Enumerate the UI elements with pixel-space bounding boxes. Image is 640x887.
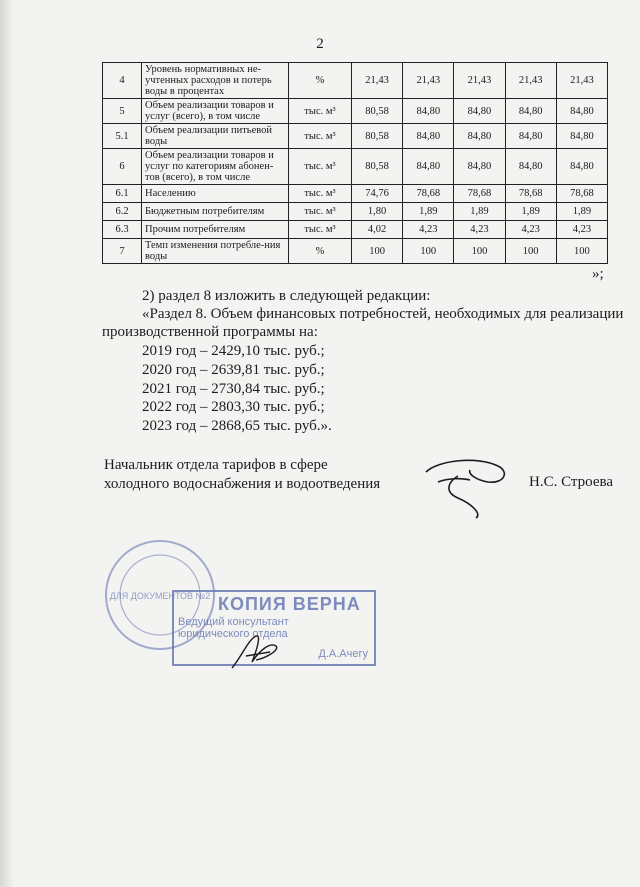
value-cell: 4,23 [505, 221, 556, 239]
value-cell: 100 [352, 239, 403, 264]
value-cell: 100 [454, 239, 505, 264]
value-cell: 84,80 [403, 124, 454, 149]
unit-cell: тыс. м³ [289, 221, 352, 239]
indicators-table [102, 62, 608, 264]
value-cell: 84,80 [556, 124, 607, 149]
value-cell: 100 [403, 239, 454, 264]
table-row [103, 124, 608, 149]
value-cell: 21,43 [454, 63, 505, 99]
year-line-2021: 2021 год – 2730,84 тыс. руб.; [142, 381, 325, 397]
closing-quote: »; [592, 266, 604, 282]
indicator-name: Темп изменения потребле-ния воды [142, 239, 289, 264]
row-number: 6.2 [103, 203, 142, 221]
value-cell: 74,76 [352, 185, 403, 203]
table-row [103, 203, 608, 221]
page-number: 2 [316, 36, 324, 52]
value-cell: 21,43 [556, 63, 607, 99]
value-cell: 84,80 [556, 149, 607, 185]
seal-text: ДЛЯ ДОКУМЕНТОВ №2 [109, 591, 211, 601]
unit-cell: % [289, 239, 352, 264]
row-number: 6 [103, 149, 142, 185]
signatory-position [104, 456, 380, 494]
unit-cell: тыс. м³ [289, 203, 352, 221]
value-cell: 1,89 [403, 203, 454, 221]
value-cell: 78,68 [403, 185, 454, 203]
value-cell: 4,23 [556, 221, 607, 239]
indicator-name: Объем реализации товаров и услуг (всего), в том числе [142, 99, 289, 124]
stamp-signature [226, 628, 286, 678]
position-line1: Начальник отдела тарифов в сфере [104, 457, 328, 473]
value-cell: 78,68 [505, 185, 556, 203]
value-cell: 4,02 [352, 221, 403, 239]
indicator-name: Населению [142, 185, 289, 203]
value-cell: 80,58 [352, 99, 403, 124]
table-row [103, 239, 608, 264]
stamp-name: Д.А.Ачегу [318, 648, 368, 660]
signatory-name: Н.С. Строева [529, 474, 614, 490]
value-cell: 21,43 [403, 63, 454, 99]
value-cell: 1,80 [352, 203, 403, 221]
value-cell: 1,89 [454, 203, 505, 221]
section-title-line1: «Раздел 8. Объем финансовых потребностей, необходимых для реализации [142, 306, 624, 322]
row-number: 5 [103, 99, 142, 124]
value-cell: 21,43 [505, 63, 556, 99]
indicator-name: Объем реализации товаров и услуг по категориям абонен-тов (всего), в том числе [142, 149, 289, 185]
year-line-2020: 2020 год – 2639,81 тыс. руб.; [142, 362, 325, 378]
value-cell: 100 [505, 239, 556, 264]
indicator-name: Прочим потребителям [142, 221, 289, 239]
value-cell: 21,43 [352, 63, 403, 99]
unit-cell: тыс. м³ [289, 99, 352, 124]
row-number: 7 [103, 239, 142, 264]
section-title-line2: производственной программы на: [102, 324, 318, 340]
value-cell: 84,80 [454, 124, 505, 149]
table-row [103, 149, 608, 185]
table-row [103, 185, 608, 203]
row-number: 6.3 [103, 221, 142, 239]
value-cell: 80,58 [352, 124, 403, 149]
table-row [103, 99, 608, 124]
value-cell: 84,80 [403, 149, 454, 185]
value-cell: 84,80 [403, 99, 454, 124]
position-line2: холодного водоснабжения и водоотведения [104, 476, 381, 492]
page-shadow-edge [0, 0, 14, 887]
value-cell: 78,68 [454, 185, 505, 203]
value-cell: 84,80 [505, 99, 556, 124]
value-cell: 84,80 [505, 149, 556, 185]
value-cell: 78,68 [556, 185, 607, 203]
value-cell: 84,80 [556, 99, 607, 124]
value-cell: 80,58 [352, 149, 403, 185]
stamp-title: КОПИЯ ВЕРНА [218, 594, 361, 614]
year-line-2023: 2023 год – 2868,65 тыс. руб.». [142, 418, 332, 434]
value-cell: 4,23 [403, 221, 454, 239]
row-number: 4 [103, 63, 142, 99]
value-cell: 84,80 [454, 149, 505, 185]
table-row [103, 221, 608, 239]
value-cell: 1,89 [556, 203, 607, 221]
stamp-role-line2: юридического отдела [178, 628, 288, 640]
handwritten-signature [418, 452, 518, 522]
year-line-2019: 2019 год – 2429,10 тыс. руб.; [142, 343, 325, 359]
table-row [103, 63, 608, 99]
indicator-name: Бюджетным потребителям [142, 203, 289, 221]
value-cell: 1,89 [505, 203, 556, 221]
unit-cell: тыс. м³ [289, 185, 352, 203]
indicator-name: Объем реализации питьевой воды [142, 124, 289, 149]
unit-cell: тыс. м³ [289, 149, 352, 185]
value-cell: 100 [556, 239, 607, 264]
row-number: 6.1 [103, 185, 142, 203]
indicator-name: Уровень нормативных не-учтенных расходов и потерь воды в процентах [142, 63, 289, 99]
value-cell: 84,80 [454, 99, 505, 124]
stamp-role-line1: Ведущий консультант [178, 616, 289, 628]
item-heading: 2) раздел 8 изложить в следующей редакции: [142, 288, 431, 304]
row-number: 5.1 [103, 124, 142, 149]
year-line-2022: 2022 год – 2803,30 тыс. руб.; [142, 399, 325, 415]
value-cell: 4,23 [454, 221, 505, 239]
value-cell: 84,80 [505, 124, 556, 149]
unit-cell: тыс. м³ [289, 124, 352, 149]
unit-cell: % [289, 63, 352, 99]
